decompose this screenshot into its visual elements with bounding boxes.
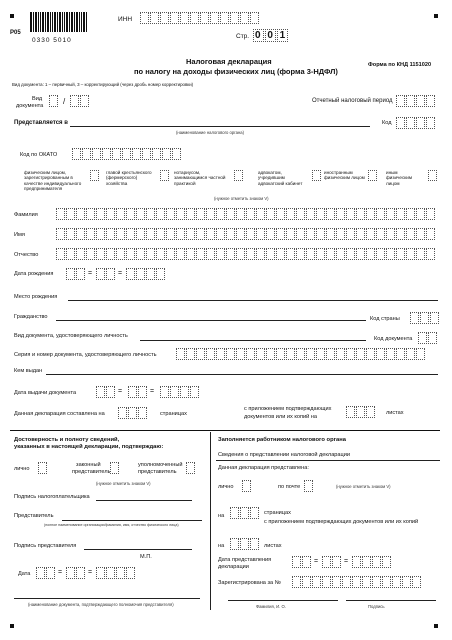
attachments-sheets-field[interactable] (346, 406, 376, 418)
left-block-title-2: указанных в настоящей декларации, подтверждаю: (14, 444, 164, 450)
report-period-label: Отчетный налоговый период (312, 98, 393, 104)
country-code-field[interactable] (410, 312, 440, 324)
id-doc-label: Вид документа, удостоверяющего личность (14, 333, 128, 339)
submission-date-sep-1: = (314, 558, 319, 565)
category-checkbox-2[interactable] (160, 170, 170, 181)
auth-rep-label-1: уполномоченный (138, 462, 183, 468)
patronymic-field[interactable] (56, 248, 436, 260)
personally-checkbox[interactable] (38, 462, 48, 474)
form-code-label: Р05 (10, 30, 21, 36)
legal-rep-label-1: законный (76, 462, 101, 468)
left-date-sep-2: = (88, 569, 93, 576)
personally-label: лично (14, 466, 30, 472)
doc-type-label: Вид (32, 96, 43, 102)
citizenship-label: Гражданство (14, 314, 48, 320)
by-mail-checkbox[interactable] (304, 480, 314, 492)
pages-label: страницах (160, 411, 187, 417)
barcode (30, 12, 88, 32)
name-label: Имя (14, 232, 25, 238)
report-period-field[interactable] (396, 95, 436, 107)
left-date-label: Дата (18, 571, 31, 577)
left-block-title-1: Достоверность и полноту сведений, (14, 437, 120, 443)
birth-place-field[interactable] (68, 300, 438, 301)
right-on2-label: на (218, 543, 225, 549)
declaration-on-label: Данная декларация составлена на (14, 411, 105, 417)
issue-date-label: Дата выдачи документа (14, 390, 77, 396)
right-on-label: на (218, 513, 225, 519)
page-label: Стр. (236, 33, 250, 40)
issue-day-field[interactable] (96, 386, 116, 398)
right-pages-label: страницах (264, 510, 291, 516)
surname-field[interactable] (56, 208, 436, 220)
right-pages-field[interactable] (230, 507, 260, 519)
representative-label: Представитель (14, 513, 54, 519)
birth-place-label: Место рождения (14, 294, 58, 300)
birth-year-field[interactable] (126, 268, 166, 280)
category-foreign-person: иностранным физическим лицом (324, 170, 365, 181)
category-lawyer: адвокатом, учредившим адвокатский кабинет (258, 170, 303, 186)
category-checkbox-5[interactable] (368, 170, 378, 181)
attachments-label-2: документов или их копий на (244, 414, 317, 420)
doc-type-label-2: документа (16, 103, 44, 109)
correction-number-field[interactable] (70, 95, 90, 107)
corner-marker-top-left (10, 14, 14, 18)
doc-type-slash: / (63, 97, 66, 106)
taxpayer-signature-field[interactable] (96, 500, 192, 501)
submitted-label: Данная декларация представлена: (218, 465, 309, 471)
okato-field[interactable] (72, 148, 182, 160)
authority-doc-field[interactable] (14, 598, 200, 599)
stamp-label: М.П. (140, 554, 152, 560)
patronymic-label: Отчество (14, 252, 39, 258)
submitted-to-caption: (наименование налогового органа) (176, 130, 244, 135)
submission-date-label-2: декларации (218, 564, 249, 570)
rep-signature-field[interactable] (84, 549, 192, 550)
series-label: Серия и номер документа, удостоверяющего личность (14, 352, 157, 358)
left-date-day-field[interactable] (36, 567, 56, 579)
series-field[interactable] (176, 348, 426, 360)
issue-date-sep-2: = (150, 388, 155, 395)
column-divider (210, 432, 211, 610)
submission-date-label-1: Дата представления (218, 557, 272, 563)
birth-date-label: Дата рождения (14, 271, 54, 277)
code-label: Код (382, 120, 392, 126)
corner-marker-bottom-left (10, 624, 14, 628)
left-date-month-field[interactable] (66, 567, 86, 579)
categories-note: (нужное отметить знаком V) (214, 196, 269, 201)
section-divider (10, 430, 440, 431)
right-block-title: Заполняется работником налогового органа (218, 437, 346, 443)
authority-doc-caption: (наименование документа, подтверждающего полномочия представителя) (28, 602, 174, 607)
category-checkbox-3[interactable] (234, 170, 244, 181)
corner-marker-bottom-right (434, 624, 438, 628)
right-attach-label: с приложением подтверждающих документов или их копий (264, 519, 419, 525)
category-individual-entrepreneur: физическим лицом, зарегистрированным в качестве индивидуального предпринимателя (24, 170, 82, 191)
right-sheets-field[interactable] (230, 538, 260, 550)
okato-label: Код по ОКАТО (20, 152, 58, 158)
sheets-label: листах (386, 410, 404, 416)
submitted-to-field[interactable] (70, 126, 370, 127)
left-mark-note: (нужное отметить знаком V) (96, 481, 151, 486)
inn-label: ИНН (118, 16, 133, 23)
right-mark-note: (нужное отметить знаком V) (336, 484, 391, 489)
submitted-to-label: Представляется в (14, 120, 68, 126)
declaration-pages-field[interactable] (118, 407, 148, 419)
doc-code-label: Код документа (374, 336, 413, 342)
doc-type-field[interactable] (49, 95, 59, 107)
citizenship-field[interactable] (56, 320, 366, 321)
by-mail-label: по почте (278, 484, 301, 490)
id-doc-field[interactable] (140, 340, 366, 341)
representative-caption: (полное наименование организации/фамилия, имя, отчество физического лица) (44, 523, 179, 527)
doc-code-field[interactable] (418, 332, 438, 344)
category-checkbox-1[interactable] (90, 170, 100, 181)
doc-type-note: Вид документа: 1 – первичный, 3 – корректирующий (через дробь номер корректировки) (12, 82, 194, 87)
submission-day-field[interactable] (292, 556, 312, 568)
submission-month-field[interactable] (322, 556, 342, 568)
submission-date-sep-2: = (344, 558, 349, 565)
issue-month-field[interactable] (128, 386, 148, 398)
birth-month-field[interactable] (96, 268, 116, 280)
category-checkbox-6[interactable] (428, 170, 438, 181)
issue-year-field[interactable] (160, 386, 200, 398)
signature-caption: Подпись (368, 604, 385, 609)
category-farm-head: главой крестьянского (фермерского) хозяйства (106, 170, 152, 186)
submission-year-field[interactable] (352, 556, 392, 568)
barcode-number: 0330 5010 (32, 37, 72, 44)
title-line-2: по налогу на доходы физических лиц (форма 3-НДФЛ) (134, 67, 338, 76)
fio-field[interactable] (228, 600, 338, 601)
surname-label: Фамилия (14, 212, 38, 218)
taxpayer-signature-label: Подпись налогоплательщика (14, 494, 90, 500)
birth-date-sep-2: = (118, 270, 123, 277)
birth-date-sep-1: = (88, 270, 93, 277)
page-number: 0 0 1 (255, 30, 288, 41)
title-line-1: Налоговая декларация (186, 57, 272, 66)
official-signature-field[interactable] (346, 600, 436, 601)
birth-day-field[interactable] (66, 268, 86, 280)
auth-rep-checkbox[interactable] (186, 462, 196, 474)
right-personally-label: лично (218, 484, 234, 490)
auth-rep-label-2: представитель (138, 469, 177, 475)
corner-marker-top-right (434, 14, 438, 18)
issue-date-sep-1: = (118, 388, 123, 395)
subtitle-underline (216, 460, 440, 461)
attachments-label-1: с приложением подтверждающих (244, 406, 332, 412)
inn-field[interactable] (140, 12, 260, 24)
right-personally-checkbox[interactable] (242, 480, 252, 492)
category-other-person: иным физическим лицом (386, 170, 412, 186)
fio-caption: Фамилия, И. О. (256, 604, 286, 609)
category-checkbox-4[interactable] (312, 170, 322, 181)
category-notary: нотариусом, занимающимся частной практикой (174, 170, 226, 186)
form-knd-code: Форма по КНД 1151020 (368, 62, 432, 68)
issued-by-label: Кем выдан (14, 368, 43, 374)
country-code-label: Код страны (370, 316, 400, 322)
rep-signature-label: Подпись представителя (14, 543, 77, 549)
tax-office-code-field[interactable] (396, 117, 436, 129)
right-block-subtitle: Сведения о представлении налоговой декларации (218, 452, 350, 458)
legal-rep-label-2: представитель (72, 469, 111, 475)
left-date-year-field[interactable] (96, 567, 136, 579)
left-date-sep-1: = (58, 569, 63, 576)
representative-field[interactable] (62, 520, 202, 521)
registered-label: Зарегистрирована за № (218, 580, 281, 586)
registration-number-field[interactable] (292, 576, 422, 588)
legal-rep-checkbox[interactable] (110, 462, 120, 474)
issued-by-field[interactable] (46, 374, 438, 375)
name-field[interactable] (56, 228, 436, 240)
right-sheets-label: листах (264, 543, 282, 549)
